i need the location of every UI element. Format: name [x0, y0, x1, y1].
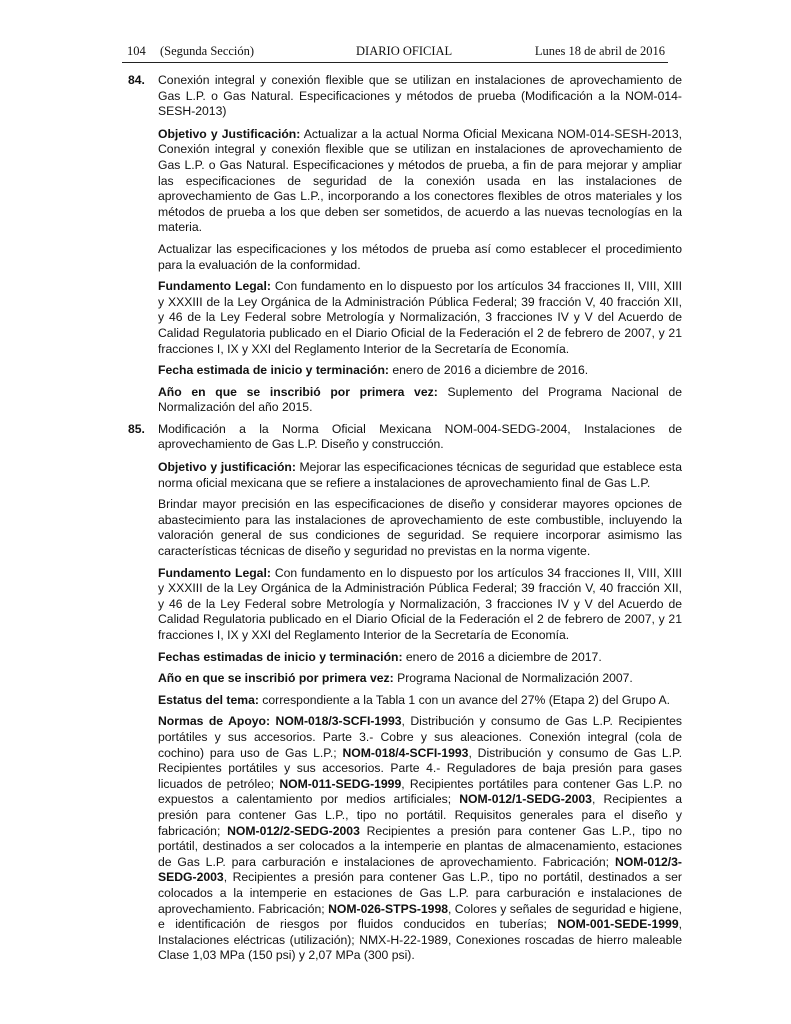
item-title: Conexión integral y conexión flexible que se utilizan en instalaciones de aprovechamiento de Gas L.P. o Gas Natural. Especificaciones y métodos de prueba (Modificación a la NOM-014-SESH-2013) [158, 73, 682, 119]
anio-label: Año en que se inscribió por primera vez: [158, 384, 438, 399]
anio-paragraph [158, 385, 682, 416]
normas-label: Normas de Apoyo: [158, 714, 271, 729]
norma-text: , Recipientes a presión para contener Gas L.P., tipo no portátil. Requisitos generales para el diseño y fabricación; [158, 792, 682, 838]
fundamento-text: Con fundamento en lo dispuesto por los artículos 34 fracciones II, VIII, XIII y XXXIII de la Ley Orgánica de la Administración Pública Federal; 39 fracción V, 40 fracción XII, y 46 de la Ley Federal sobre Metrología y Normalización, 3 fracciones IV y V del Acuerdo de Calidad Regulatoria publicado en el Diario Oficial de la Federación el 2 de febrero de 2007, y 21 fracciones I, IX y XXI del Reglamento Interior de la Secretaría de Economía. [158, 279, 683, 356]
norma-code: NOM-026-STPS-1998 [328, 901, 448, 916]
document-body [128, 73, 682, 970]
fecha-label: Fechas estimadas de inicio y terminación: [158, 649, 403, 664]
fundamento-paragraph [158, 279, 682, 357]
fecha-text: enero de 2016 a diciembre de 2017. [402, 649, 602, 664]
objetivo-label: Objetivo y justificación: [158, 460, 296, 475]
estatus-text: correspondiente a la Tabla 1 con un avance del 27% (Etapa 2) del Grupo A. [258, 692, 670, 707]
fecha-label: Fecha estimada de inicio y terminación: [158, 363, 389, 378]
norma-text: , Recipientes portátiles para contener Gas L.P. no expuestos a calentamiento por medios artificiales; [158, 776, 683, 807]
norma-code: NOM-011-SEDG-1999 [279, 776, 402, 791]
anio-label: Año en que se inscribió por primera vez: [158, 671, 394, 686]
fecha-paragraph [158, 363, 682, 379]
paragraph: Brindar mayor precisión en las especificaciones de diseño y considerar mayores opciones de abastecimiento para las instalaciones de aprovechamiento de este combustible, incluyendo la valoración general de sus condiciones de seguridad. Se requiere incorporar asimismo las características técnicas de diseño y seguridad no previstas en la norma vigente. [158, 497, 682, 559]
list-item-85 [128, 422, 682, 964]
anio-paragraph [158, 671, 682, 687]
norma-text: , Distribución y consumo de Gas L.P. Recipientes portátiles y sus accesorios. Parte 4.- Reguladores de baja presión para gases licuados de petróleo; [158, 745, 682, 791]
item-title: Modificación a la Norma Oficial Mexicana NOM-004-SEDG-2004, Instalaciones de aprovechamiento de Gas L.P. Diseño y construcción. [158, 421, 682, 452]
anio-text: Suplemento del Programa Nacional de Normalización del año 2015. [158, 384, 682, 415]
list-item-84 [128, 73, 682, 416]
objetivo-text: Mejorar las especificaciones técnicas de seguridad que establece esta norma oficial mexicana que se refiere a instalaciones de aprovechamiento final de Gas L.P. [158, 460, 682, 490]
norma-text: , Distribución y consumo de Gas L.P. Recipientes portátiles y sus accesorios. Parte 3.- Cobre y sus aleaciones. Conexión integral (cola de cochino) para uso de Gas L.P.; [158, 714, 683, 760]
norma-code: NOM-018/4-SCFI-1993 [342, 745, 469, 760]
paragraph: Actualizar las especificaciones y los métodos de prueba así como establecer el procedimiento para la evaluación de la conformidad. [158, 241, 682, 272]
section-label: (Segunda Sección) [160, 44, 255, 58]
norma-text: , Recipientes a presión para contener Gas L.P., tipo no portátil, destinados a ser colocados a la intemperie en estaciones de Gas L.P. para carburación e instalaciones de aprovechamiento. Fabricación; [158, 870, 682, 916]
fundamento-label: Fundamento Legal: [158, 565, 271, 580]
norma-code: NOM-012/3-SEDG-2003 [158, 854, 682, 885]
estatus-label: Estatus del tema: [158, 692, 259, 707]
fundamento-label: Fundamento Legal: [158, 279, 271, 294]
fecha-paragraph [158, 650, 682, 666]
publication-date: Lunes 18 de abril de 2016 [534, 44, 665, 58]
norma-text: , Colores y señales de seguridad e higiene, e identificación de riesgos por fluidos conducidos en tuberías; [158, 901, 682, 932]
fecha-text: enero de 2016 a diciembre de 2016. [388, 363, 589, 378]
norma-text: , Instalaciones eléctricas (utilización); NMX-H-22-1989, Conexiones roscadas de hierro maleable Clase 1,03 MPa (150 psi) y 2,07 MPa (300 psi). [158, 917, 682, 963]
item-number: 84. [128, 73, 145, 87]
fundamento-text: Con fundamento en lo dispuesto por los artículos 34 fracciones II, VIII, XIII y XXXIII de la Ley Orgánica de la Administración Pública Federal; 39 fracción V, 40 fracción XII, y 46 de la Ley Federal sobre Metrología y Normalización, 3 fracciones IV y V del Acuerdo de Calidad Regulatoria publicado en el Diario Oficial de la Federación el 2 de febrero de 2007, y 21 fracciones I, IX y XXI del Reglamento Interior de la Secretaría de Economía. [158, 565, 683, 642]
norma-code: NOM-012/1-SEDG-2003 [459, 792, 592, 807]
objetivo-paragraph [158, 460, 682, 491]
objetivo-label: Objetivo y Justificación: [158, 126, 301, 141]
anio-text: Programa Nacional de Normalización 2007. [393, 671, 633, 686]
objetivo-text: Actualizar a la actual Norma Oficial Mexicana NOM-014-SESH-2013, Conexión integral y conexión flexible que se utilizan en instalaciones de aprovechamiento de Gas L.P. o Gas Natural. Especificaciones y métodos de prueba, a fin de para mejorar y ampliar las especificaciones de seguridad de la conexión usada en las instalaciones de aprovechamiento de Gas L.P., incorporando a los conectores flexibles de otros materiales y los métodos de prueba a los que deben ser sometidos, de acuerdo a las nuevas tecnologías en la materia. [158, 126, 682, 235]
publication-title: DIARIO OFICIAL [356, 44, 453, 58]
objetivo-paragraph [158, 127, 682, 236]
page-header [122, 44, 668, 63]
norma-text: Recipientes a presión para contener Gas L.P., tipo no portátil, destinados a ser colocados a la intemperie en plantas de almacenamiento, estaciones de Gas L.P. para carburación e instalaciones de aprovechamiento. Fabricación; [158, 823, 682, 869]
item-number: 85. [128, 421, 145, 436]
norma-code: NOM-012/2-SEDG-2003 [227, 823, 360, 838]
fundamento-paragraph [158, 566, 682, 644]
norma-code: NOM-018/3-SCFI-1993 [275, 714, 402, 729]
page-number: 104 [127, 44, 146, 58]
estatus-paragraph [158, 693, 682, 709]
norma-code: NOM-001-SEDE-1999 [557, 917, 679, 932]
normas-paragraph [158, 714, 682, 964]
